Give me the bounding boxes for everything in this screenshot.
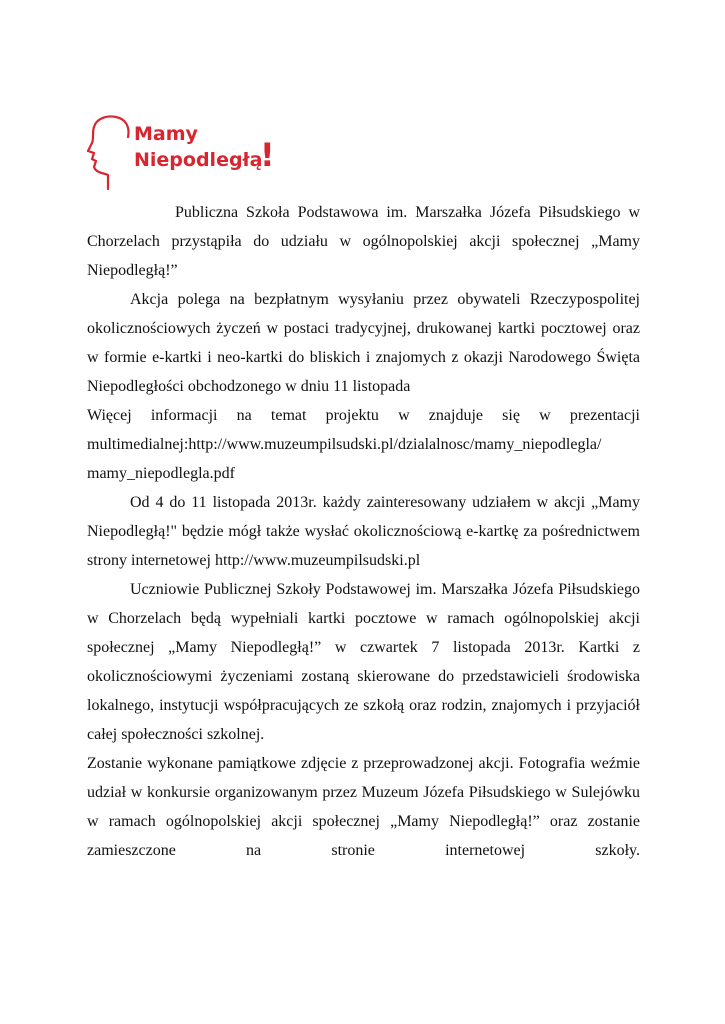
paragraph-photo-contest: Zostanie wykonane pamiątkowe zdjęcie z przeprowadzonej akcji. Fotografia weźmie udział w konkursie organizowanym przez Muzeum Józefa Piłsudskiego w Sulejówku w ramach ogólnopolskiej akcji społecznej „Mamy Niepodległą!” oraz zostanie zamieszczone na stronie internetowej szkoły.	[87, 755, 640, 859]
profile-silhouette-icon	[86, 113, 134, 193]
paragraph-more-info: Więcej informacji na temat projektu w znajduje się w prezentacji multimedialnej:http://www.muzeumpilsudski.pl/dzialalnosc/mamy_niepodlegla/ mamy_niepodlegla.pdf	[87, 407, 640, 482]
paragraph-action-description: Akcja polega na bezpłatnym wysyłaniu przez obywateli Rzeczypospolitej okolicznościowych życzeń w postaci tradycyjnej, drukowanej kartki pocztowej oraz w formie e-kartki i neo-kartki do bliskich i znajomych z okazji Narodowego Święta Niepodległości obchodzonego w dniu 11 listopada	[87, 291, 640, 395]
logo-text-niepodlegla: Niepodległą	[134, 149, 263, 171]
mamy-niepodlegla-logo	[86, 113, 286, 193]
paragraph-ecard-dates: Od 4 do 11 listopada 2013r. każdy zainteresowany udziałem w akcji „Mamy Niepodległą!" będzie mógł także wysłać okolicznościową e-kartkę za pośrednictwem strony internetowej http://www.muzeumpilsudski.pl	[87, 494, 640, 569]
logo-text-mamy: Mamy	[134, 123, 198, 145]
document-body	[87, 198, 640, 865]
paragraph-students: Uczniowie Publicznej Szkoły Podstawowej im. Marszałka Józefa Piłsudskiego w Chorzelach będą wypełniali kartki pocztowe w ramach ogólnopolskiej akcji społecznej „Mamy Niepodległą!” w czwartek 7 listopada 2013r. Kartki z okolicznościowymi życzeniami zostaną skierowane do przedstawicieli środowiska lokalnego, instytucji współpracujących ze szkołą oraz rodzin, znajomych i przyjaciół całej społeczności szkolnej.	[87, 581, 640, 743]
logo-exclamation: !	[260, 136, 275, 174]
paragraph-intro: Publiczna Szkoła Podstawowa im. Marszałka Józefa Piłsudskiego w Chorzelach przystąpiła do udziału w ogólnopolskiej akcji społecznej „Mamy Niepodległą!”	[87, 204, 640, 279]
